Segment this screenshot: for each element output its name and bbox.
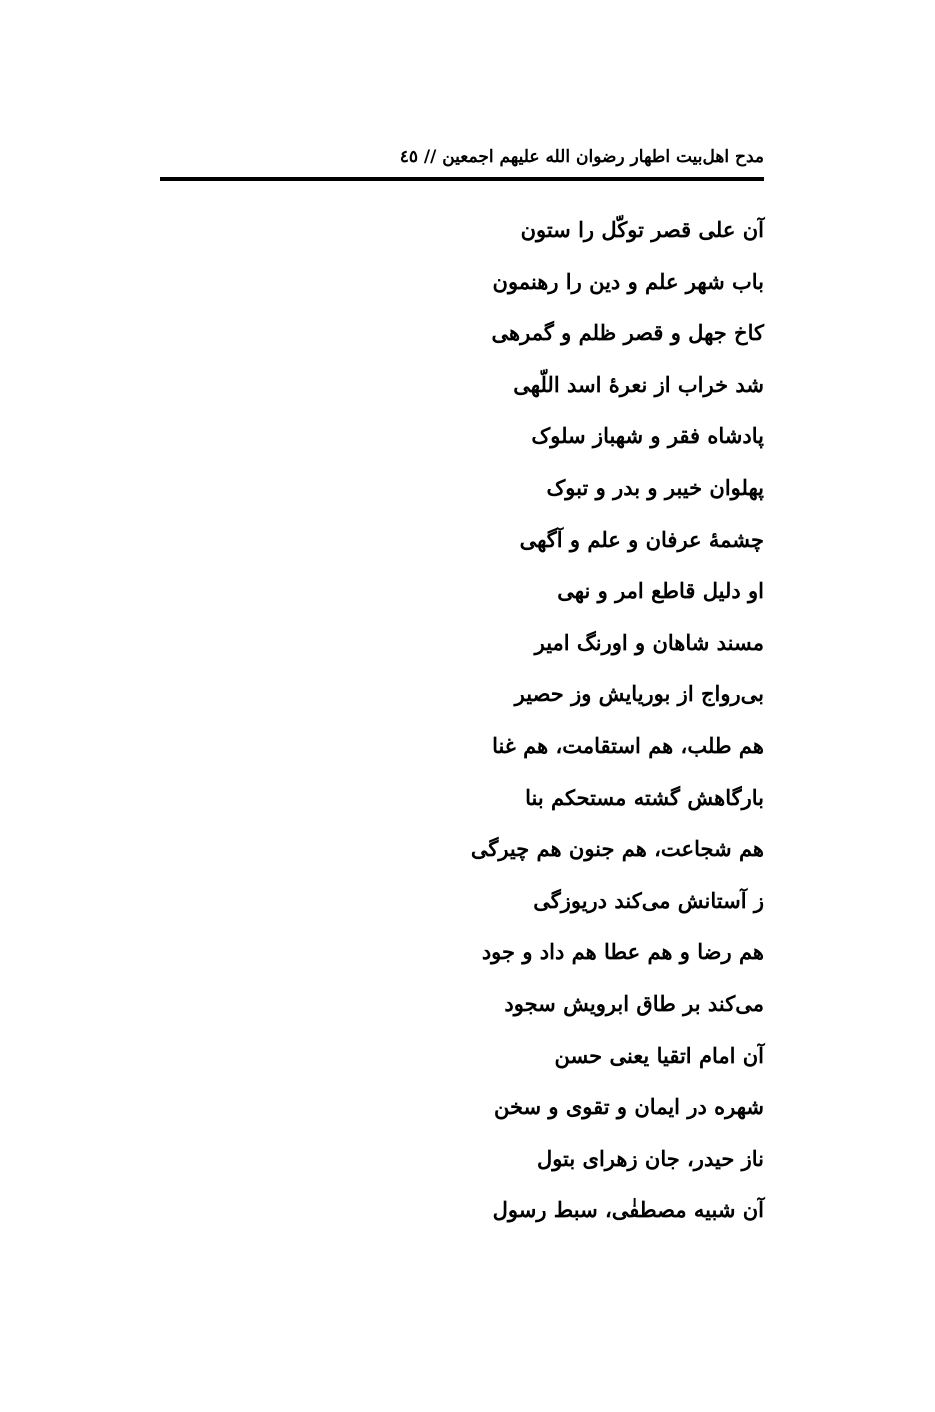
- verse-line: شهره در ایمان و تقوی و سخن: [493, 1094, 764, 1120]
- header-title: مدح اهل‌بیت اطهار رضوان الله علیهم اجمعین // ٤٥: [399, 147, 764, 167]
- verse-line: باب شهر علم و دین را رهنمون: [492, 268, 764, 294]
- verse-line: می‌کند بر طاق ابرویش سجود: [504, 990, 764, 1016]
- verse-line: چشمهٔ عرفان و علم و آگهی: [519, 526, 764, 552]
- verse-line: ناز حیدر، جان زهرای بتول: [536, 1145, 764, 1171]
- verse-line: بارگاهش گشته مستحکم بنا: [525, 784, 764, 810]
- verse-line: پادشاه فقر و شهباز سلوک: [531, 423, 764, 449]
- running-header: [160, 141, 764, 173]
- verse-line: پهلوان خیبر و بدر و تبوک: [546, 474, 764, 500]
- verse-line: شد خراب از نعرهٔ اسد اللّهی: [513, 371, 764, 397]
- verse-line: آن امام اتقیا یعنی حسن: [554, 1042, 764, 1068]
- verse-line: کاخ جهل و قصر ظلم و گمرهی: [491, 320, 764, 346]
- verse-line: هم رضا و هم عطا هم داد و جود: [481, 939, 764, 965]
- verse-line: هم طلب، هم استقامت، هم غنا: [492, 732, 764, 758]
- verse-line: بی‌رواج از بوریایش وز حصیر: [514, 681, 764, 707]
- verse-line: آن شبیه مصطفٰی، سبط رسول: [492, 1197, 764, 1223]
- verse-line: او دلیل قاطع امر و نهی: [557, 578, 764, 604]
- poem-body: [360, 204, 764, 1236]
- verse-line: آن علی قصر توکّل را ستون: [520, 217, 764, 242]
- header-rule: [160, 177, 764, 181]
- verse-line: ز آستانش می‌کند دریوزگی: [533, 887, 764, 913]
- verse-line: مسند شاهان و اورنگ امیر: [534, 629, 764, 655]
- verse-line: هم شجاعت، هم جنون هم چیرگی: [470, 836, 764, 862]
